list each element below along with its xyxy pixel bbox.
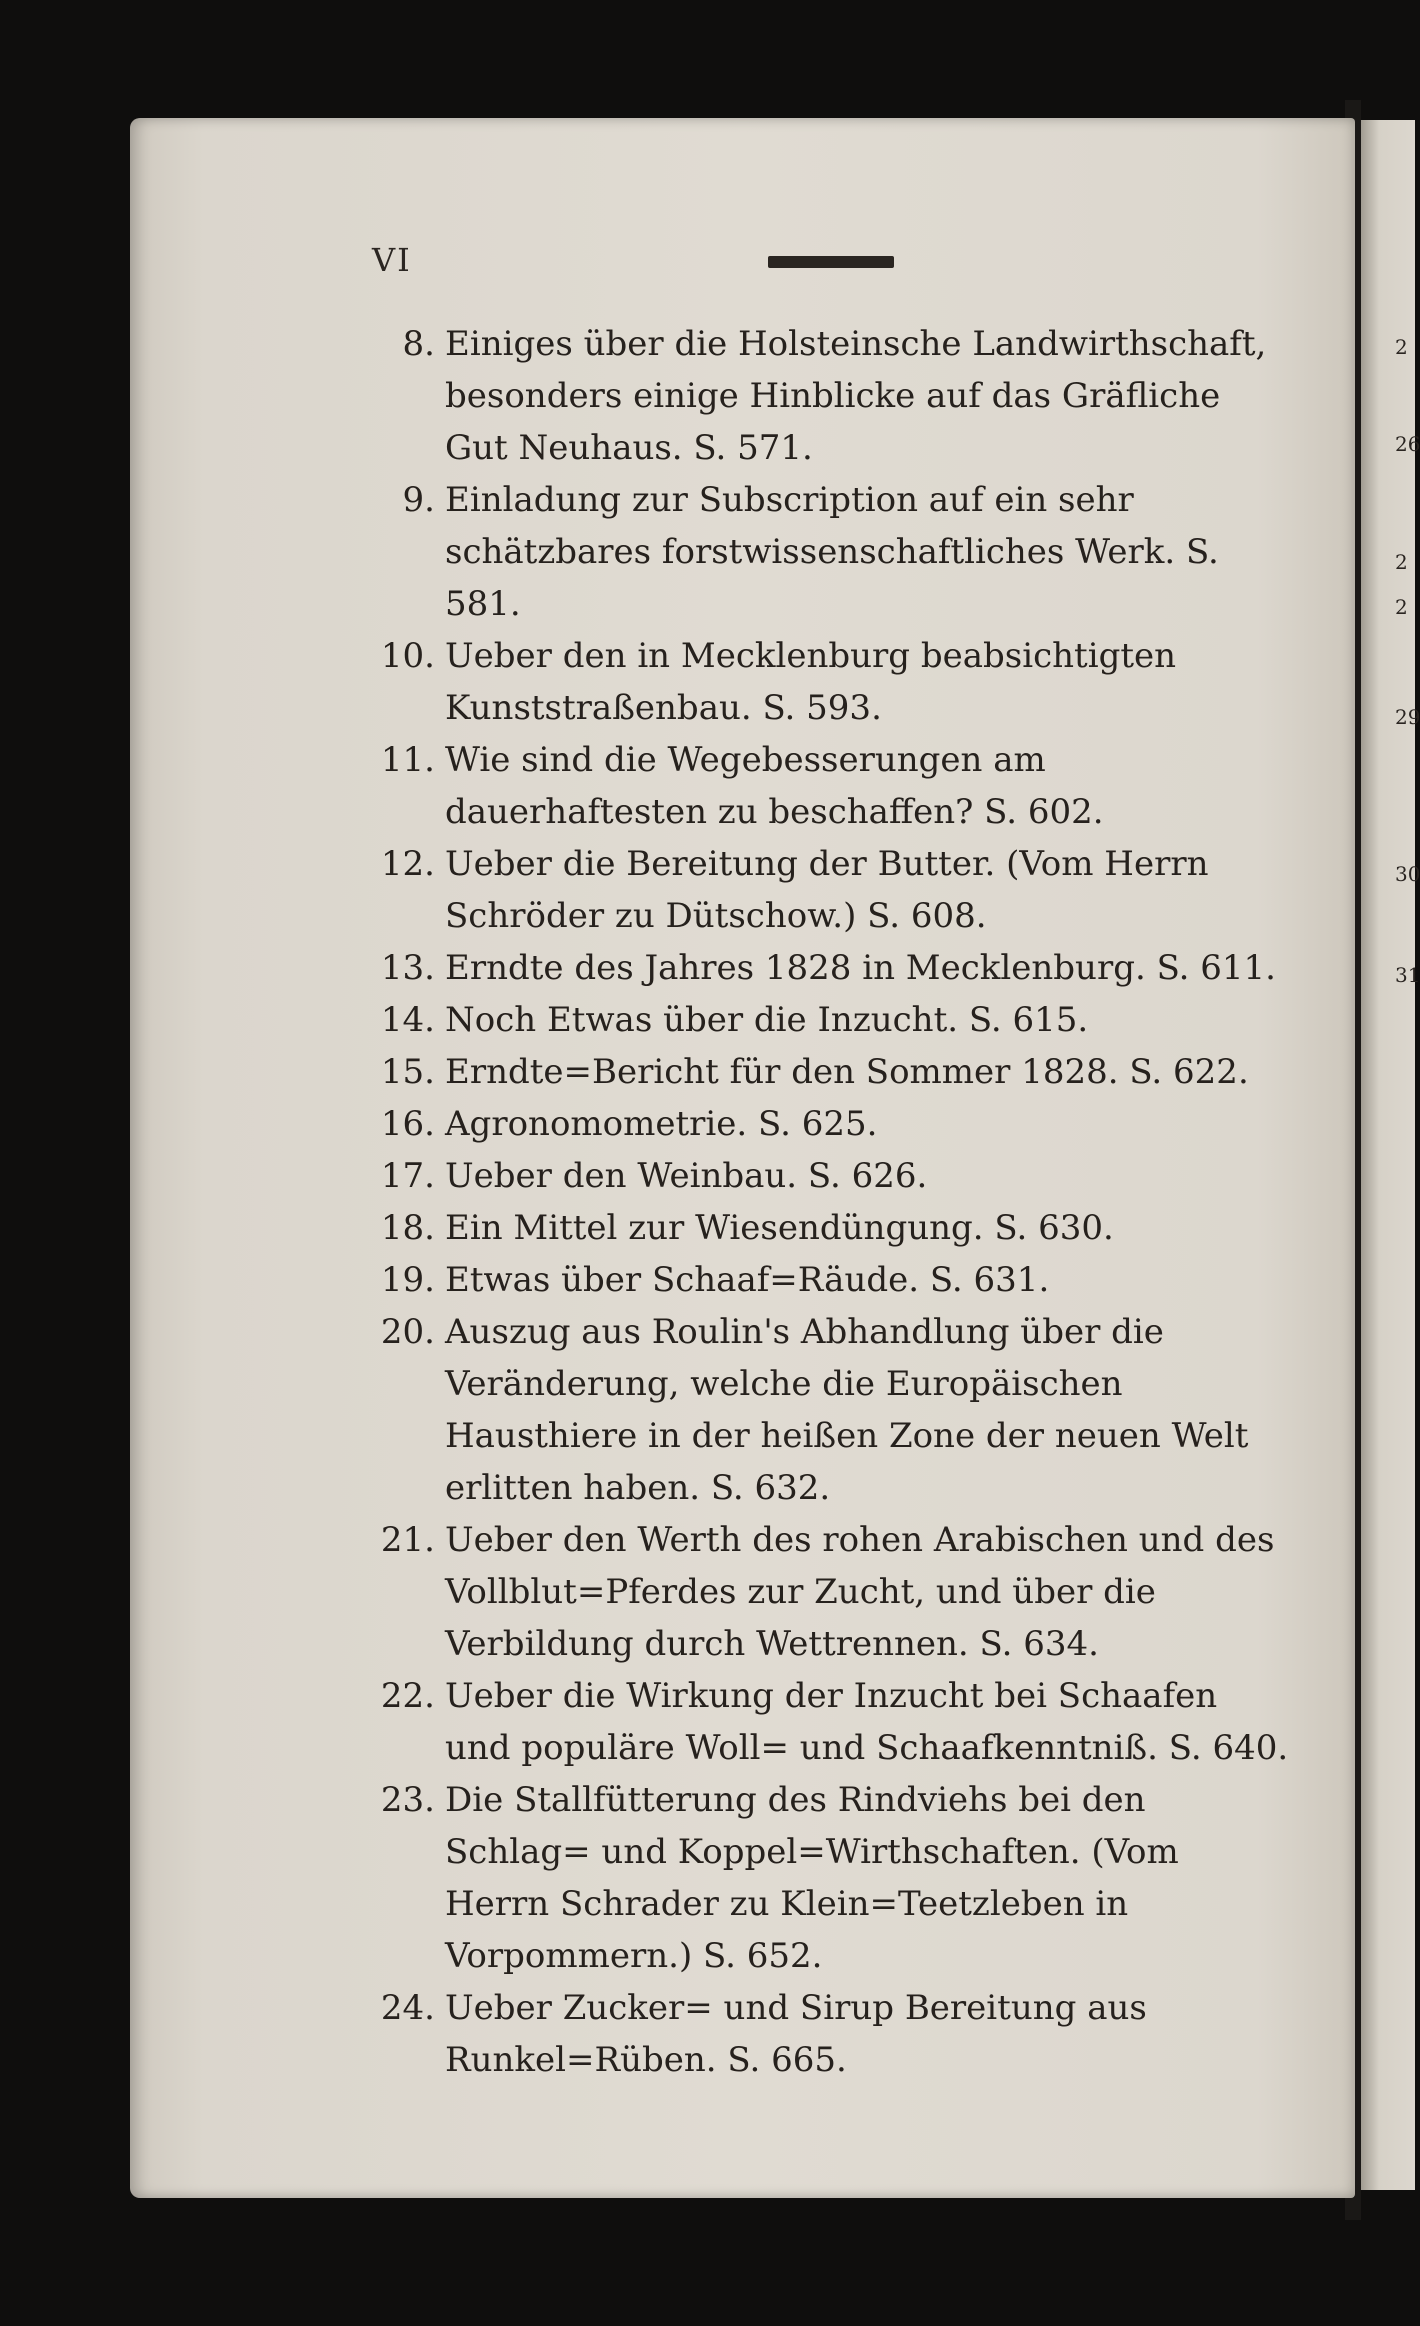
toc-entry bbox=[365, 1670, 1290, 1774]
toc-entry bbox=[365, 1098, 1290, 1150]
adjacent-page-number: 30 bbox=[1395, 862, 1420, 886]
toc-entry bbox=[365, 942, 1290, 994]
toc-entry-title: Etwas über Schaaf=Räude. S. 631. bbox=[445, 1260, 1050, 1300]
toc-entry-number: 10. bbox=[380, 636, 435, 676]
toc-entry bbox=[365, 734, 1290, 838]
toc-entry bbox=[365, 994, 1290, 1046]
page-number: VI bbox=[372, 241, 412, 279]
toc-entry-title: Ueber den Werth des rohen Arabischen und des Vollblut=Pferdes zur Zucht, und über die Verbildung durch Wettrennen. S. 634. bbox=[445, 1520, 1275, 1664]
toc-entry-title: Ueber die Bereitung der Butter. (Vom Herrn Schröder zu Dütschow.) S. 608. bbox=[445, 844, 1209, 936]
toc-entry bbox=[365, 630, 1290, 734]
toc-entry-number: 15. bbox=[380, 1052, 435, 1092]
toc-entry-title: Wie sind die Wegebesserungen am dauerhaftesten zu beschaffen? S. 602. bbox=[445, 740, 1104, 832]
toc-entry-title: Auszug aus Roulin's Abhandlung über die Veränderung, welche die Europäischen Hausthiere in der heißen Zone der neuen Welt erlitten haben. S. 632. bbox=[445, 1312, 1249, 1508]
toc-entry-title: Die Stallfütterung des Rindviehs bei den Schlag= und Koppel=Wirthschaften. (Vom Herrn Schrader zu Klein=Teetzleben in Vorpommern.) S. 652. bbox=[445, 1780, 1179, 1976]
toc-entry bbox=[365, 1150, 1290, 1202]
toc-entry-title: Ueber den Weinbau. S. 626. bbox=[445, 1156, 928, 1196]
toc-entry-title: Erndte=Bericht für den Sommer 1828. S. 622. bbox=[445, 1052, 1249, 1092]
toc-entry-title: Erndte des Jahres 1828 in Mecklenburg. S. 611. bbox=[445, 948, 1276, 988]
toc-entry bbox=[365, 1202, 1290, 1254]
toc-entry bbox=[365, 838, 1290, 942]
head-ornament-rule bbox=[768, 256, 894, 268]
toc-entry-title: Ueber den in Mecklenburg beabsichtigten Kunststraßenbau. S. 593. bbox=[445, 636, 1177, 728]
toc-entry-number: 19. bbox=[380, 1260, 435, 1300]
toc-entry-number: 8. bbox=[402, 324, 435, 364]
toc-entry-title: Ueber Zucker= und Sirup Bereitung aus Runkel=Rüben. S. 665. bbox=[445, 1988, 1147, 2080]
adjacent-page-number: 29 bbox=[1395, 705, 1420, 729]
toc-entry-number: 12. bbox=[380, 844, 435, 884]
toc-entry-number: 18. bbox=[380, 1208, 435, 1248]
adjacent-page-edge bbox=[1360, 120, 1415, 2190]
toc-entry bbox=[365, 1046, 1290, 1098]
toc-entry-number: 11. bbox=[380, 740, 435, 780]
adjacent-page-number: 26 bbox=[1395, 432, 1420, 456]
toc-entry-number: 17. bbox=[380, 1156, 435, 1196]
toc-entry-number: 20. bbox=[380, 1312, 435, 1352]
toc-entry-number: 9. bbox=[402, 480, 435, 520]
table-of-contents bbox=[365, 318, 1290, 2086]
adjacent-page-number: 2 bbox=[1395, 550, 1408, 574]
toc-entry bbox=[365, 474, 1290, 630]
toc-entry bbox=[365, 1514, 1290, 1670]
toc-entry-number: 14. bbox=[380, 1000, 435, 1040]
toc-entry-title: Ueber die Wirkung der Inzucht bei Schaafen und populäre Woll= und Schaafkenntniß. S. 640. bbox=[445, 1676, 1289, 1768]
adjacent-page-number: 31 bbox=[1395, 963, 1420, 987]
toc-entry bbox=[365, 318, 1290, 474]
toc-entry-title: Einiges über die Holsteinsche Landwirthschaft, besonders einige Hinblicke auf das Gräfliche Gut Neuhaus. S. 571. bbox=[445, 324, 1267, 468]
toc-entry-number: 16. bbox=[380, 1104, 435, 1144]
toc-entry-number: 24. bbox=[380, 1988, 435, 2028]
toc-entry bbox=[365, 1306, 1290, 1514]
toc-entry-number: 21. bbox=[380, 1520, 435, 1560]
toc-entry-number: 23. bbox=[380, 1780, 435, 1820]
toc-entry bbox=[365, 1254, 1290, 1306]
toc-entry-title: Einladung zur Subscription auf ein sehr schätzbares forstwissenschaftliches Werk. S. 581. bbox=[445, 480, 1219, 624]
toc-entry-number: 13. bbox=[380, 948, 435, 988]
toc-entry-number: 22. bbox=[380, 1676, 435, 1716]
toc-entry-title: Noch Etwas über die Inzucht. S. 615. bbox=[445, 1000, 1089, 1040]
toc-entry bbox=[365, 1774, 1290, 1982]
toc-entry-title: Ein Mittel zur Wiesendüngung. S. 630. bbox=[445, 1208, 1114, 1248]
toc-entry bbox=[365, 1982, 1290, 2086]
adjacent-page-number: 2 bbox=[1395, 335, 1408, 359]
adjacent-page-number: 2 bbox=[1395, 595, 1408, 619]
toc-entry-title: Agronomometrie. S. 625. bbox=[445, 1104, 878, 1144]
